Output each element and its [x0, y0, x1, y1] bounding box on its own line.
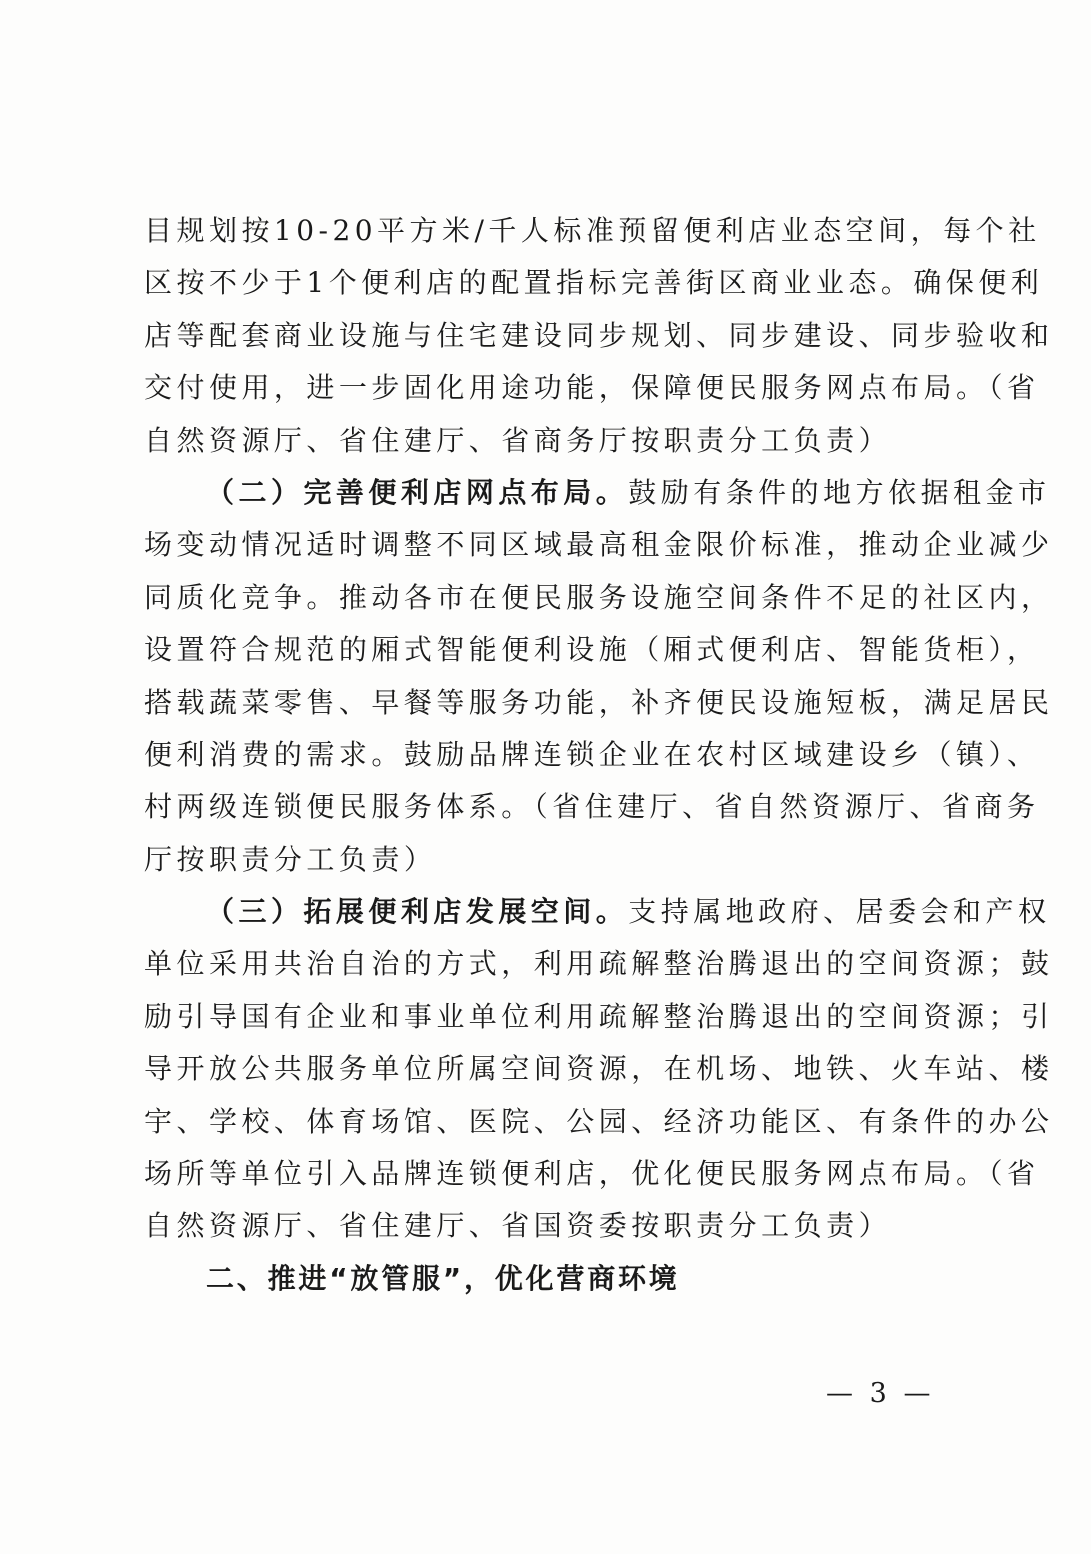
text-line: 区按不少于1个便利店的配置指标完善街区商业业态。确保便利 [144, 266, 1044, 300]
text-line: 店等配套商业设施与住宅建设同步规划、同步建设、同步验收和 [144, 318, 1054, 352]
text-line [144, 467, 1051, 519]
text-line: 搭载蔬菜零售、早餐等服务功能，补齐便民设施短板，满足居民 [144, 685, 1054, 719]
text-line [144, 886, 1051, 938]
subsection-heading: （三）拓展便利店发展空间。 [206, 895, 629, 929]
text-line: 励引导国有企业和事业单位利用疏解整治腾退出的空间资源；引 [144, 999, 1054, 1033]
text-run: 支持属地政府、居委会和产权 [628, 895, 1051, 929]
text-line: 单位采用共治自治的方式，利用疏解整治腾退出的空间资源；鼓 [144, 947, 1054, 981]
subsection-heading: （二）完善便利店网点布局。 [206, 475, 629, 509]
text-line: 同质化竞争。推动各市在便民服务设施空间条件不足的社区内， [144, 580, 1054, 614]
text-line: 场所等单位引入品牌连锁便利店，优化便民服务网点布局。（省 [144, 1157, 1040, 1191]
paragraph-improve-store-layout [144, 467, 1054, 886]
text-line: 设置符合规范的厢式智能便利设施（厢式便利店、智能货柜）， [144, 633, 1040, 667]
text-line: 场变动情况适时调整不同区域最高租金限价标准，推动企业减少 [144, 528, 1054, 562]
page-number: — 3 — [826, 1378, 935, 1409]
text-run: 鼓励有条件的地方依据租金市 [628, 475, 1051, 509]
text-line: 导开放公共服务单位所属空间资源，在机场、地铁、火车站、楼 [144, 1052, 1054, 1086]
text-line: 宇、学校、体育场馆、医院、公园、经济功能区、有条件的办公 [144, 1104, 1054, 1138]
text-line: 村两级连锁便民服务体系。（省住建厅、省自然资源厅、省商务 [144, 790, 1040, 824]
text-line: 自然资源厅、省住建厅、省国资委按职责分工负责） [144, 1209, 892, 1243]
paragraph-expand-store-space [144, 886, 1054, 1253]
text-line: 厅按职责分工负责） [144, 842, 437, 876]
section-heading: 二、推进“放管服”，优化营商环境 [206, 1261, 680, 1295]
document-body [144, 205, 1054, 1305]
text-line: 目规划按10-20平方米/千人标准预留便利店业态空间，每个社 [144, 214, 1041, 247]
text-line: 便利消费的需求。鼓励品牌连锁企业在农村区域建设乡（镇）、 [144, 737, 1040, 771]
text-line: 自然资源厅、省住建厅、省商务厅按职责分工负责） [144, 423, 892, 457]
paragraph-continued [144, 205, 1054, 467]
text-line: 交付使用，进一步固化用途功能，保障便民服务网点布局。（省 [144, 371, 1040, 405]
